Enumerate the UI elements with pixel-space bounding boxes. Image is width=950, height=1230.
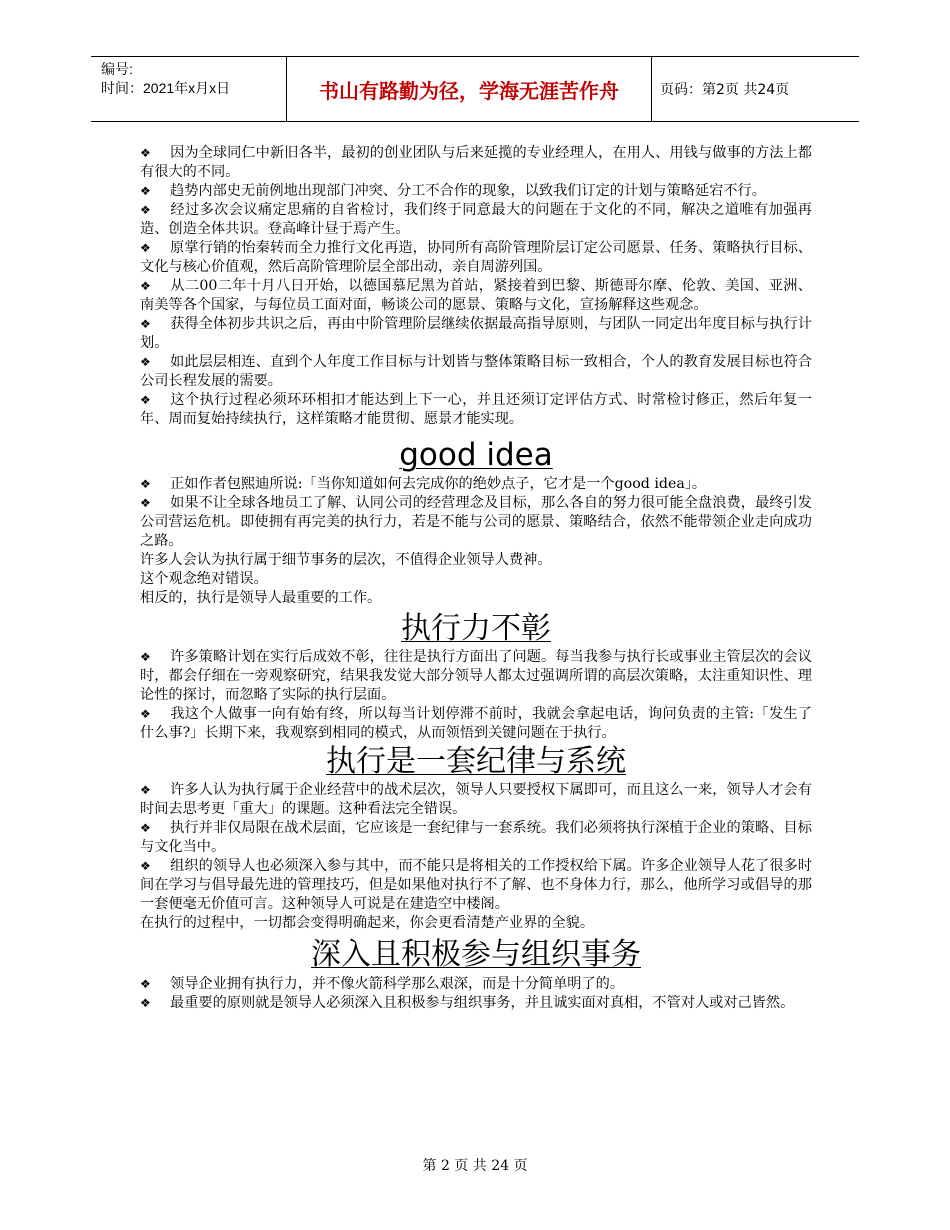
header-meta <box>91 57 287 121</box>
paragraph: ❖ 趋势内部史无前例地出现部门冲突、分工不合作的现象，以致我们订定的计划与策略延宕不行。 <box>140 183 766 199</box>
diamond-bullet-icon: ❖ <box>140 783 151 797</box>
diamond-bullet-icon: ❖ <box>140 184 151 198</box>
section-1 <box>140 144 812 429</box>
diamond-bullet-icon: ❖ <box>140 355 151 369</box>
heading-execution-weak: 执行力不彰 <box>401 611 551 646</box>
paragraph: ❖ 这个执行过程必须环环相扣才能达到上下一心，并且还须订定评估方式、时常检讨修正，然后年复一年、周而复始持续执行，这样策略才能贯彻、愿景才能实现。 <box>140 392 812 427</box>
paragraph: ❖ 获得全体初步共识之后，再由中阶管理阶层继续依据最高指导原则，与团队一同定出年度目标与执行计划。 <box>140 316 812 351</box>
paragraph-plain: 这个观念绝对错误。 <box>140 571 268 587</box>
paragraph-plain: 相反的，执行是领导人最重要的工作。 <box>140 590 382 606</box>
diamond-bullet-icon: ❖ <box>140 203 151 217</box>
heading-discipline-system: 执行是一套纪律与系统 <box>326 744 626 779</box>
document-body <box>140 144 812 1013</box>
paragraph: ❖ 从二00二年十月八日开始，以德国慕尼黑为首站，紧接着到巴黎、斯德哥尔摩、伦敦、美国、亚洲、南美等各个国家，与每位员工面对面，畅谈公司的愿景、策略与文化，宣扬解释这些观念。 <box>140 278 812 313</box>
diamond-bullet-icon: ❖ <box>140 707 151 721</box>
header-motto-cell <box>287 57 652 121</box>
header-page-info: 页码：第2页 共24页 <box>660 82 790 98</box>
paragraph: ❖ 如此层层相连、直到个人年度工作目标与计划皆与整体策略目标一致相合，个人的教育发展目标也符合公司长程发展的需要。 <box>140 354 812 389</box>
section-2 <box>140 475 812 608</box>
section-5 <box>140 975 812 1013</box>
header-time: 时间：2021年x月x日 <box>101 80 231 96</box>
diamond-bullet-icon: ❖ <box>140 393 151 407</box>
section-3 <box>140 648 812 743</box>
header-motto: 书山有路勤为径，学海无涯苦作舟 <box>319 78 619 103</box>
diamond-bullet-icon: ❖ <box>140 241 151 255</box>
paragraph: ❖ 原掌行销的怡秦转而全力推行文化再造，协同所有高阶管理阶层订定公司愿景、任务、策略执行目标、文化与核心价值观，然后高阶管理阶层全部出动，亲自周游列国。 <box>140 240 812 275</box>
paragraph: ❖ 如果不让全球各地员工了解、认同公司的经营理念及目标，那么各自的努力很可能全盘浪费，最终引发公司营运危机。即使拥有再完美的执行力，若是不能与公司的愿景、策略结合，依然不能带领企业走向成功之路。 <box>140 495 812 549</box>
paragraph: ❖ 经过多次会议痛定思痛的自省检讨，我们终于同意最大的问题在于文化的不同，解决之道唯有加强再造、创造全体共识。登高峰计昼于焉产生。 <box>140 202 812 237</box>
paragraph: ❖ 组织的领导人也必须深入参与其中，而不能只是将相关的工作授权给下属。许多企业领导人花了很多时间在学习与倡导最先进的管理技巧，但是如果他对执行不了解、也不身体力行，那么，他所学习或倡导的那一套便毫无价值可言。这种领导人可说是在建造空中楼阁。 <box>140 858 812 912</box>
paragraph: ❖ 正如作者包熙迪所说:「当你知道如何去完成你的绝妙点子，它才是一个good idea」。 <box>140 476 707 492</box>
paragraph: ❖ 因为全球同仁中新旧各半，最初的创业团队与后来延揽的专业经理人，在用人、用钱与做事的方法上都有很大的不同。 <box>140 145 812 180</box>
diamond-bullet-icon: ❖ <box>140 859 151 873</box>
paragraph: ❖ 执行并非仅局限在战术层面，它应该是一套纪律与一套系统。我们必须将执行深植于企业的策略、目标与文化当中。 <box>140 820 812 855</box>
heading-good-idea: good idea <box>399 437 553 473</box>
section-4 <box>140 781 812 933</box>
paragraph: ❖ 我这个人做事一向有始有终，所以每当计划停滞不前时，我就会拿起电话，询问负责的主管:「发生了什么事?」长期下来，我观察到相同的模式，从而领悟到关键问题在于执行。 <box>140 706 812 741</box>
diamond-bullet-icon: ❖ <box>140 477 151 491</box>
diamond-bullet-icon: ❖ <box>140 996 151 1010</box>
page-footer: 第 2 页 共 24 页 <box>422 1158 528 1174</box>
page-header <box>91 56 859 122</box>
diamond-bullet-icon: ❖ <box>140 496 151 510</box>
diamond-bullet-icon: ❖ <box>140 146 151 160</box>
diamond-bullet-icon: ❖ <box>140 279 151 293</box>
paragraph: ❖ 许多策略计划在实行后成效不彰，往往是执行方面出了问题。每当我参与执行长或事业主管层次的会议时，都会仔细在一旁观察研究，结果我发觉大部分领导人都太过强调所谓的高层次策略，太注重知识性、理论性的探讨，而忽略了实际的执行层面。 <box>140 649 812 703</box>
paragraph-plain: 在执行的过程中，一切都会变得明确起来，你会更看清楚产业界的全貌。 <box>140 915 595 931</box>
diamond-bullet-icon: ❖ <box>140 821 151 835</box>
paragraph: ❖ 领导企业拥有执行力，并不像火箭科学那么艰深，而是十分简单明了的。 <box>140 976 625 992</box>
diamond-bullet-icon: ❖ <box>140 650 151 664</box>
diamond-bullet-icon: ❖ <box>140 977 151 991</box>
header-number: 编号: <box>101 61 133 77</box>
diamond-bullet-icon: ❖ <box>140 317 151 331</box>
paragraph: ❖ 许多人认为执行属于企业经营中的战术层次，领导人只要授权下属即可，而且这么一来，领导人才会有时间去思考更「重大」的课题。这种看法完全错误。 <box>140 782 812 817</box>
heading-deep-participation: 深入且积极参与组织事务 <box>311 937 641 972</box>
paragraph: ❖ 最重要的原则就是领导人必须深入且积极参与组织事务，并且诚实面对真相，不管对人或对己皆然。 <box>140 995 795 1011</box>
paragraph-plain: 许多人会认为执行属于细节事务的层次，不值得企业领导人费神。 <box>140 552 552 568</box>
